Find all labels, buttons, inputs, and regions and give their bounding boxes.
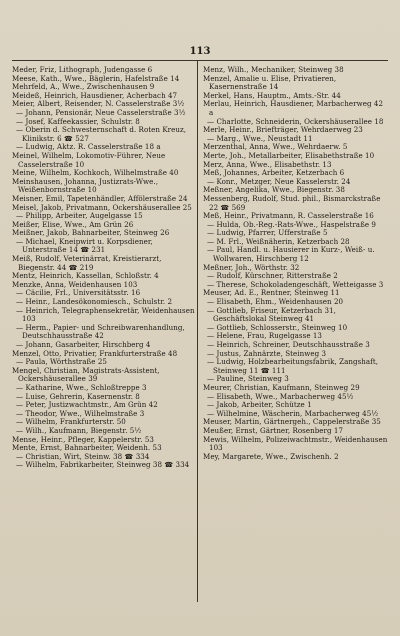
- directory-entry: — Elisabeth, Ehm., Weidenhausen 20: [207, 297, 344, 307]
- directory-entry: — Ludwig, Pfarrer, Ufferstraße 5: [207, 228, 328, 238]
- left-column: [12, 66, 196, 470]
- directory-entry: — Gottlieb, Friseur, Ketzerbach 31, Geschäftslokal Steinweg 41: [207, 305, 336, 324]
- directory-entry: — Paula, Wörthstraße 25: [16, 357, 107, 367]
- directory-entry: — Herm., Papier- und Schreibwarenhandlung, Deutschhausstraße 42: [16, 322, 185, 341]
- directory-entry: Meese, Kath., Wwe., Bäglerin, Hafelstraße 14: [12, 73, 180, 83]
- directory-entry: Meisner, Emil, Tapetenhändler, Affölerstraße 24: [12, 193, 188, 203]
- directory-entry: Meißner, Jakob, Bahnarbeiter, Steinweg 26: [12, 228, 170, 238]
- directory-entry: Menzke, Anna, Weidenhausen 103: [12, 279, 138, 289]
- directory-entry: Meder, Friz, Lithograph, Judengasse 6: [12, 65, 153, 74]
- directory-entry: Meß, Heinr., Privatmann, R. Casselerstraße 16: [203, 211, 374, 221]
- directory-entry: Meideß, Heinrich, Hausdiener, Acherbach 47: [12, 90, 178, 100]
- directory-entry: — Josef, Kaffeekassier, Schulstr. 8: [16, 116, 140, 126]
- directory-entry: — Pauline, Steinweg 3: [207, 374, 289, 384]
- directory-entry: — Elisabeth, Wwe., Marbacherweg 45½: [207, 391, 354, 401]
- directory-entry: Menzel, Otto, Privatier, Frankfurterstraße 48: [12, 348, 178, 358]
- directory-entry: — Philipp, Arbeiter, Augelgasse 15: [16, 211, 143, 221]
- directory-entry: — Oberin d. Schwesternschaft d. Roten Kreuz, Klinikstr. 6 ☎ 527: [16, 125, 187, 143]
- directory-entry: — Konr., Metzger, Neue Kasselerstr. 24: [207, 176, 351, 186]
- directory-entry: Menzel, Amalie u. Elise, Privatieren, Kasernenstraße 14: [203, 73, 337, 92]
- directory-entry: Merzenthal, Anna, Wwe., Wehrdaerw. 5: [203, 142, 348, 152]
- directory-entry: Merte, Joh., Metallarbeiter, Elisabethstraße 10: [203, 150, 375, 160]
- directory-entry: Mentz, Heinrich, Kassellan, Schloßstr. 4: [12, 271, 159, 281]
- directory-entry: Meußer, Ernst, Gärtner, Rosenberg 17: [203, 425, 344, 435]
- directory-entry: Merz, Anna, Wwe., Elisabethstr. 13: [203, 159, 332, 169]
- directory-entry: — Peter, Justizwachtmstr., Am Grün 42: [16, 400, 158, 410]
- directory-entry: Mehrfeld, A., Wwe., Zwischenhausen 9: [12, 82, 155, 92]
- directory-entry: Meier, Albert, Reisender, N. Casselerstraße 3½: [12, 99, 185, 109]
- directory-entry: — Theodor, Wwe., Wilhelmstraße 3: [16, 408, 145, 418]
- directory-entry: — Rudolf, Kürschner, Ritterstraße 2: [207, 271, 338, 281]
- directory-entry: — Christian, Wirt, Steinw. 38 ☎ 334: [16, 451, 150, 461]
- directory-entry: Meinshausen, Johanna, Justizrats-Wwe., Weißenbornstraße 10: [12, 176, 159, 195]
- directory-entry: Mengel, Christian, Magistrats-Assistent, Ockershäuserallee 39: [12, 365, 160, 384]
- directory-entry: — Wilh., Kaufmann, Biegenstr. 5½: [16, 425, 142, 435]
- directory-entry: — Helene, Frau, Rugelgasse 13: [207, 331, 322, 341]
- right-column: [203, 66, 389, 461]
- directory-entry: — Marg., Wwe., Neustadt 11: [207, 133, 313, 143]
- directory-entry: Meuser, Martin, Gärtnergeh., Cappelerstraße 35: [203, 417, 381, 427]
- directory-entry: — Ludwig, Holzbearbeitungsfabrik, Zangshaft, Steinweg 11 ☎ 111: [207, 357, 379, 375]
- directory-entry: — Wilhelmine, Wäscherin, Marbacherweg 45½: [207, 408, 379, 418]
- directory-entry: — Gottlieb, Schlosserstr., Steinweg 10: [207, 322, 348, 332]
- directory-entry: Merle, Heinr., Briefträger, Wehrdaerweg 23: [203, 125, 363, 135]
- directory-entry: Mewis, Wilhelm, Polizeiwachtmstr., Weidenhausen 103: [203, 434, 388, 453]
- directory-entry: — Cäcilie, Frl., Universitätsstr. 16: [16, 288, 141, 298]
- directory-entry: Meinel, Wilhelm, Lokomotiv-Führer, Neue Casselerstraße 10: [12, 150, 166, 169]
- directory-entry: — Heinrich, Schreiner, Deutschhausstraße 3: [207, 340, 370, 349]
- directory-entry: — Ludwig, Aktz. R. Casselerstraße 18 a: [16, 142, 161, 152]
- directory-entry: Mente, Ernst, Bahnarbeiter, Weidenh. 53: [12, 443, 162, 453]
- directory-entry: Messenberg, Rudolf, Stud. phil., Bismarckstraße 22 ☎ 569: [203, 193, 381, 212]
- page-number: 113: [189, 46, 211, 57]
- directory-entry: Menz, Wilh., Mechaniker, Steinweg 38: [203, 65, 344, 74]
- directory-entry: — Heinr., Landesökonomiesch., Schulstr. 2: [16, 297, 173, 307]
- directory-entry: — Wilhelm, Frankfurterstr. 50: [16, 417, 126, 427]
- directory-entry: — M. Frl., Weißnäherin, Ketzerbach 28: [207, 236, 350, 246]
- directory-entry: Meiß, Rudolf, Veterinärrat, Kreistierarzt, Biegenstr. 44 ☎ 219: [12, 254, 162, 272]
- directory-entry: Merlau, Heinrich, Hausdiener, Marbacherweg 42 a: [203, 99, 384, 117]
- directory-entry: — Michael, Kneipwirt u. Korpsdiener, Unterstraße 14 ☎ 231: [16, 236, 153, 255]
- directory-entry: — Paul, Handl. u. Hausierer in Kurz-, Weiß- u. Wollwaren, Hirschberg 12: [207, 245, 375, 264]
- directory-entry: Meßner, Angelika, Wwe., Biegenstr. 38: [203, 185, 345, 195]
- directory-entry: Meuser, Ad. E., Rentner, Steinweg 11: [203, 288, 340, 298]
- directory-entry: Meine, Wilhelm, Kochkoch, Wilhelmstraße 40: [12, 168, 179, 178]
- directory-entry: Mey, Margarete, Wwe., Zwischenh. 2: [203, 451, 339, 461]
- directory-entry: Merkel, Hans, Hauptm., Amts.-Str. 44: [203, 90, 341, 100]
- directory-entry: — Johann, Gasarbeiter, Hirschberg 4: [16, 340, 151, 349]
- directory-entry: Meßner, Joh., Wörthstr. 32: [203, 262, 300, 272]
- directory-entry: Meisel, Jakob, Privatmann, Ockershäuserallee 25: [12, 202, 192, 212]
- header-rule: [12, 60, 388, 61]
- directory-entry: Meurer, Christian, Kaufmann, Steinweg 29: [203, 382, 360, 392]
- directory-entry: — Hulda, Ob.-Reg.-Rats-Wwe., Haspelstraße 9: [207, 219, 376, 229]
- directory-entry: — Katharine, Wwe., Schloßtreppe 3: [16, 382, 147, 392]
- directory-entry: — Charlotte, Schneiderin, Ockershäuserallee 18: [207, 116, 384, 126]
- directory-entry: Mense, Heinr., Pfleger, Kappelerstr. 53: [12, 434, 154, 444]
- directory-entry: — Jakob, Arbeiter, Schütze 1: [207, 400, 312, 410]
- column-divider: [197, 60, 198, 602]
- directory-entry: — Wilhelm, Fabrikarbeiter, Steinweg 38 ☎ 334: [16, 460, 190, 470]
- directory-entry: — Therese, Schokoladengeschäft, Wetteigasse 3: [207, 279, 384, 289]
- directory-entry: Meißer, Elise, Wwe., Am Grün 26: [12, 219, 134, 229]
- directory-entry: — Johann, Pensionär, Neue Casselerstraße 3½: [16, 107, 186, 117]
- directory-entry: Meß, Johannes, Arbeiter, Ketzerbach 6: [203, 168, 345, 178]
- directory-entry: — Justus, Zahnärzte, Steinweg 3: [207, 348, 327, 358]
- directory-entry: — Heinrich, Telegraphensekretär, Weidenhausen 103: [16, 305, 195, 324]
- directory-entry: — Luise, Gehrerin, Kasernenstr. 8: [16, 391, 140, 401]
